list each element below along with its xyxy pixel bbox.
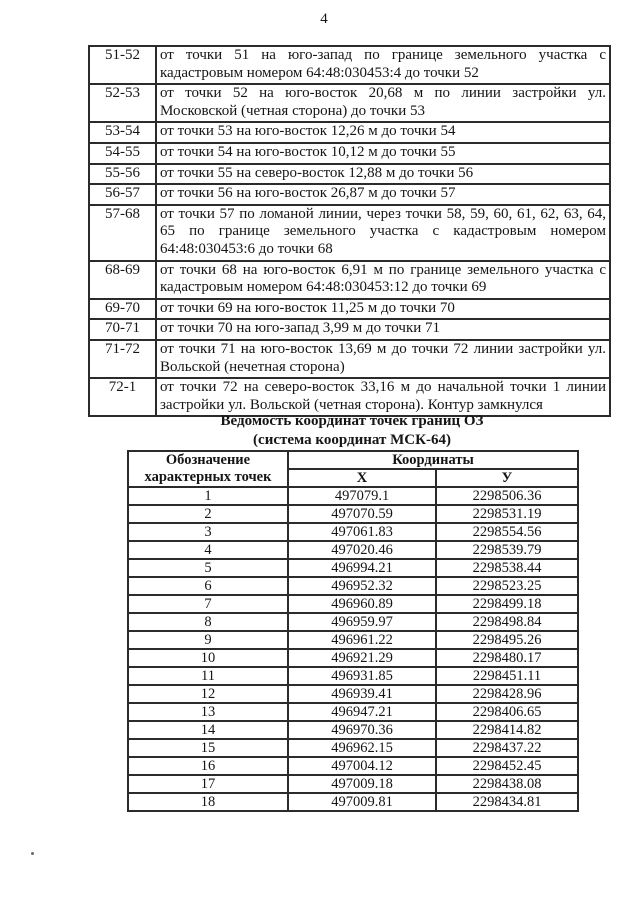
boundary-description-table <box>88 45 611 417</box>
boundary-segment-description: от точки 70 на юго-запад 3,99 м до точки 71 <box>156 319 610 340</box>
boundary-segment-id: 70-71 <box>89 319 156 340</box>
x-coordinate: 496921.29 <box>288 649 436 667</box>
boundary-row <box>89 46 610 84</box>
y-coordinate: 2298452.45 <box>436 757 578 775</box>
y-coordinate: 2298451.11 <box>436 667 578 685</box>
boundary-row <box>89 340 610 378</box>
point-number: 12 <box>128 685 288 703</box>
coordinates-table <box>127 450 579 812</box>
coordinate-row <box>128 505 578 523</box>
boundary-segment-id: 55-56 <box>89 164 156 185</box>
y-coordinate: 2298538.44 <box>436 559 578 577</box>
x-coordinate: 496970.36 <box>288 721 436 739</box>
coordinate-row <box>128 667 578 685</box>
boundary-segment-id: 71-72 <box>89 340 156 378</box>
y-coordinate: 2298498.84 <box>436 613 578 631</box>
boundary-row <box>89 299 610 320</box>
x-coordinate: 496952.32 <box>288 577 436 595</box>
y-coordinate: 2298531.19 <box>436 505 578 523</box>
coordinate-row <box>128 595 578 613</box>
coords-title-line1: Ведомость координат точек границ ОЗ <box>220 413 484 429</box>
coordinate-row <box>128 559 578 577</box>
coordinate-row <box>128 541 578 559</box>
point-number: 2 <box>128 505 288 523</box>
coordinate-row <box>128 721 578 739</box>
x-coordinate: 497009.18 <box>288 775 436 793</box>
boundary-segment-id: 53-54 <box>89 122 156 143</box>
y-coordinate: 2298554.56 <box>436 523 578 541</box>
boundary-segment-description: от точки 54 на юго-восток 10,12 м до точки 55 <box>156 143 610 164</box>
coordinate-row <box>128 739 578 757</box>
boundary-row <box>89 205 610 261</box>
boundary-row <box>89 84 610 122</box>
page-number: 4 <box>320 11 328 27</box>
x-coordinate: 496931.85 <box>288 667 436 685</box>
x-coordinate: 496994.21 <box>288 559 436 577</box>
coordinate-row <box>128 523 578 541</box>
y-coordinate: 2298434.81 <box>436 793 578 811</box>
boundary-segment-description: от точки 52 на юго-восток 20,68 м по линии застройки ул. Московской (четная сторона) до точки 53 <box>156 84 610 122</box>
boundary-segment-description: от точки 51 на юго-запад по границе земельного участка с кадастровым номером 64:48:030453:4 до точки 52 <box>156 46 610 84</box>
boundary-row <box>89 184 610 205</box>
point-designation-header: Обозначение характерных точек <box>128 451 288 487</box>
boundary-row <box>89 164 610 185</box>
boundary-segment-description: от точки 55 на северо-восток 12,88 м до точки 56 <box>156 164 610 185</box>
coordinate-row <box>128 577 578 595</box>
x-coordinate: 496947.21 <box>288 703 436 721</box>
boundary-segment-id: 72-1 <box>89 378 156 416</box>
y-coordinate: 2298428.96 <box>436 685 578 703</box>
point-number: 8 <box>128 613 288 631</box>
x-coordinate: 497004.12 <box>288 757 436 775</box>
point-number: 3 <box>128 523 288 541</box>
boundary-row <box>89 378 610 416</box>
y-coordinate: 2298480.17 <box>436 649 578 667</box>
boundary-segment-id: 51-52 <box>89 46 156 84</box>
x-coordinate: 496960.89 <box>288 595 436 613</box>
coordinate-row <box>128 685 578 703</box>
boundary-segment-description: от точки 69 на юго-восток 11,25 м до точки 70 <box>156 299 610 320</box>
y-coordinate: 2298539.79 <box>436 541 578 559</box>
point-number: 1 <box>128 487 288 505</box>
boundary-row <box>89 261 610 299</box>
boundary-segment-description: от точки 56 на юго-восток 26,87 м до точки 57 <box>156 184 610 205</box>
x-coordinate: 496939.41 <box>288 685 436 703</box>
coordinate-row <box>128 649 578 667</box>
y-coordinate: 2298406.65 <box>436 703 578 721</box>
coordinate-row <box>128 793 578 811</box>
y-coordinate: 2298506.36 <box>436 487 578 505</box>
x-coordinate: 496962.15 <box>288 739 436 757</box>
coordinate-row <box>128 775 578 793</box>
point-number: 18 <box>128 793 288 811</box>
boundary-row <box>89 319 610 340</box>
coordinate-row <box>128 631 578 649</box>
coordinates-header-row-1 <box>128 451 578 469</box>
point-number: 4 <box>128 541 288 559</box>
coordinate-row <box>128 487 578 505</box>
x-coordinate: 497009.81 <box>288 793 436 811</box>
boundary-segment-description: от точки 53 на юго-восток 12,26 м до точки 54 <box>156 122 610 143</box>
x-coordinate: 497061.83 <box>288 523 436 541</box>
coordinates-group-header: Координаты <box>288 451 578 469</box>
point-number: 9 <box>128 631 288 649</box>
boundary-segment-description: от точки 72 на северо-восток 33,16 м до начальной точки 1 линии застройки ул. Вольской (четная сторона). Контур замкнулся <box>156 378 610 416</box>
x-coordinate: 496961.22 <box>288 631 436 649</box>
point-number: 11 <box>128 667 288 685</box>
point-number: 13 <box>128 703 288 721</box>
x-coordinate: 497070.59 <box>288 505 436 523</box>
boundary-row <box>89 122 610 143</box>
y-column-header: У <box>436 469 578 487</box>
point-number: 17 <box>128 775 288 793</box>
x-coordinate: 497079.1 <box>288 487 436 505</box>
point-number: 16 <box>128 757 288 775</box>
point-number: 6 <box>128 577 288 595</box>
coords-title-line2: (система координат МСК-64) <box>253 432 451 448</box>
x-coordinate: 497020.46 <box>288 541 436 559</box>
boundary-segment-id: 52-53 <box>89 84 156 122</box>
boundary-segment-id: 54-55 <box>89 143 156 164</box>
x-column-header: Х <box>288 469 436 487</box>
boundary-segment-description: от точки 71 на юго-восток 13,69 м до точки 72 линии застройки ул. Вольской (нечетная сторона) <box>156 340 610 378</box>
coordinate-row <box>128 757 578 775</box>
boundary-description-table-body <box>89 46 610 416</box>
boundary-segment-id: 68-69 <box>89 261 156 299</box>
y-coordinate: 2298438.08 <box>436 775 578 793</box>
point-number: 14 <box>128 721 288 739</box>
coords-table-title <box>127 412 577 450</box>
y-coordinate: 2298499.18 <box>436 595 578 613</box>
x-coordinate: 496959.97 <box>288 613 436 631</box>
scan-speck-artifact <box>31 852 34 855</box>
point-number: 5 <box>128 559 288 577</box>
y-coordinate: 2298437.22 <box>436 739 578 757</box>
boundary-row <box>89 143 610 164</box>
boundary-segment-description: от точки 68 на юго-восток 6,91 м по границе земельного участка с кадастровым номером 64:48:030453:12 до точки 69 <box>156 261 610 299</box>
coordinate-row <box>128 703 578 721</box>
coordinate-row <box>128 613 578 631</box>
boundary-segment-id: 57-68 <box>89 205 156 261</box>
y-coordinate: 2298495.26 <box>436 631 578 649</box>
coordinates-table-body <box>128 487 578 811</box>
coordinates-table-header <box>128 451 578 487</box>
point-number: 10 <box>128 649 288 667</box>
boundary-segment-id: 69-70 <box>89 299 156 320</box>
point-number: 15 <box>128 739 288 757</box>
y-coordinate: 2298523.25 <box>436 577 578 595</box>
boundary-segment-description: от точки 57 по ломаной линии, через точки 58, 59, 60, 61, 62, 63, 64, 65 по границе земельного участка с кадастровым номером 64:48:030453:6 до точки 68 <box>156 205 610 261</box>
point-number: 7 <box>128 595 288 613</box>
y-coordinate: 2298414.82 <box>436 721 578 739</box>
boundary-segment-id: 56-57 <box>89 184 156 205</box>
